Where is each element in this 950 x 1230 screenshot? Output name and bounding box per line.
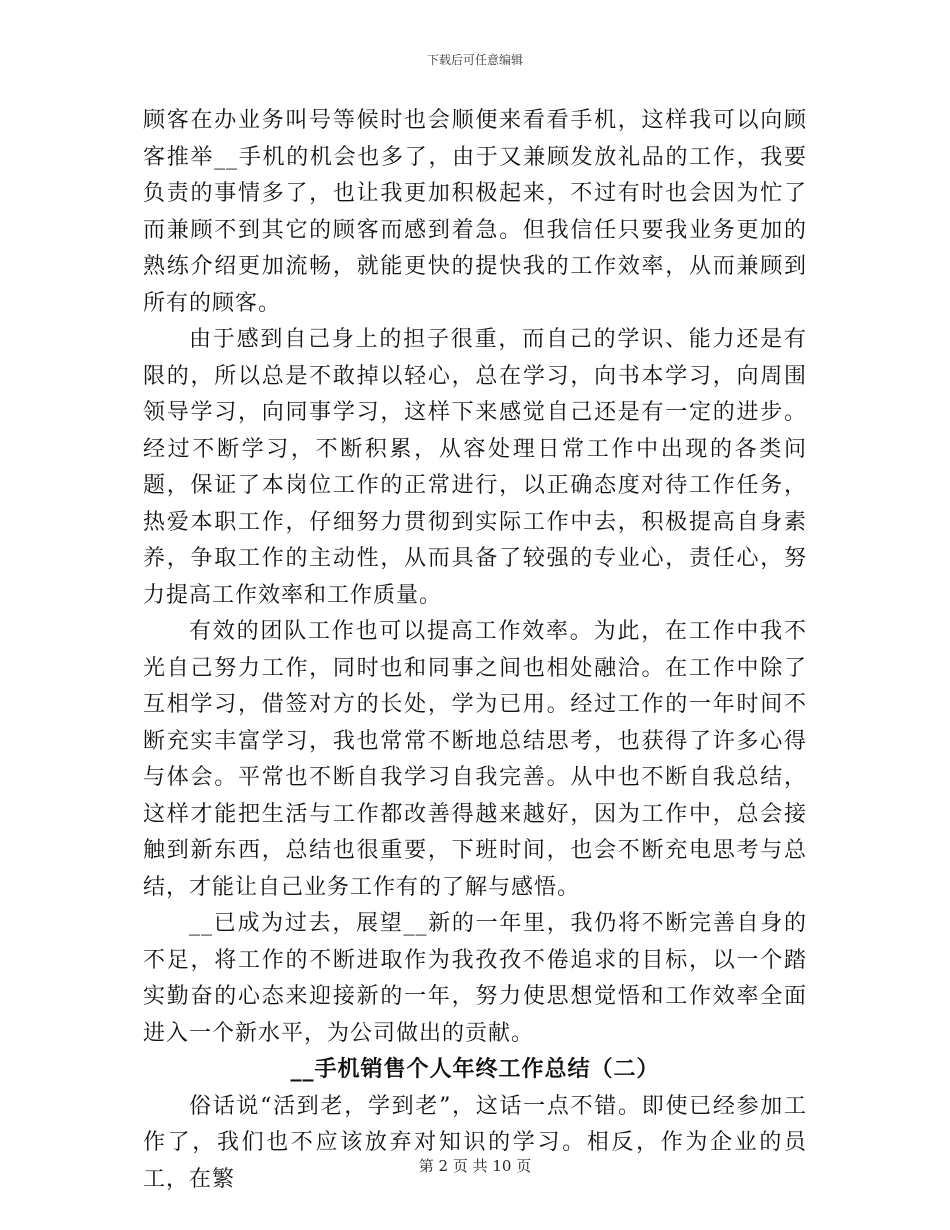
page-header: 下载后可任意编辑 xyxy=(426,53,523,67)
document-body xyxy=(143,103,807,1198)
paragraph: 俗话说“活到老，学到老”，这话一点不错。即使已经参加工作了，我们也不应该放弃对知识的学习。相反，作为企业的员工，在繁 xyxy=(143,1093,807,1192)
section-title: __手机销售个人年终工作总结（二） xyxy=(290,1057,660,1082)
paragraph: __已成为过去，展望__新的一年里，我仍将不断完善自身的不足，将工作的不断进取作为我孜孜不倦追求的目标，以一个踏实勤奋的心态来迎接新的一年，努力使思想觉悟和工作效率全面进入一个新水平，为公司做出的贡献。 xyxy=(143,911,807,1046)
paragraph: 由于感到自己身上的担子很重，而自己的学识、能力还是有限的，所以总是不敢掉以轻心，总在学习，向书本学习，向周围领导学习，向同事学习，这样下来感觉自己还是有一定的进步。经过不断学习，不断积累，从容处理日常工作中出现的各类问题，保证了本岗位工作的正常进行，以正确态度对待工作任务，热爱本职工作，仔细努力贯彻到实际工作中去，积极提高自身素养，争取工作的主动性，从而具备了较强的专业心，责任心，努力提高工作效率和工作质量。 xyxy=(143,327,807,608)
page-footer: 第 2 页 共 10 页 xyxy=(418,1157,532,1175)
paragraph-continued: 顾客在办业务叫号等候时也会顺便来看看手机，这样我可以向顾客推举__手机的机会也多了，由于又兼顾发放礼品的工作，我要负责的事情多了，也让我更加积极起来，不过有时也会因为忙了而兼顾不到其它的顾客而感到着急。但我信任只要我业务更加的熟练介绍更加流畅，就能更快的提快我的工作效率，从而兼顾到所有的顾客。 xyxy=(143,108,807,316)
paragraph: 有效的团队工作也可以提高工作效率。为此，在工作中我不光自己努力工作，同时也和同事之间也相处融洽。在工作中除了互相学习，借签对方的长处，学为已用。经过工作的一年时间不断充实丰富学习，我也常常不断地总结思考，也获得了许多心得与体会。平常也不断自我学习自我完善。从中也不断自我总结，这样才能把生活与工作都改善得越来越好，因为工作中，总会接触到新东西，总结也很重要，下班时间，也会不断充电思考与总结，才能让自己业务工作有的了解与感悟。 xyxy=(143,619,807,900)
